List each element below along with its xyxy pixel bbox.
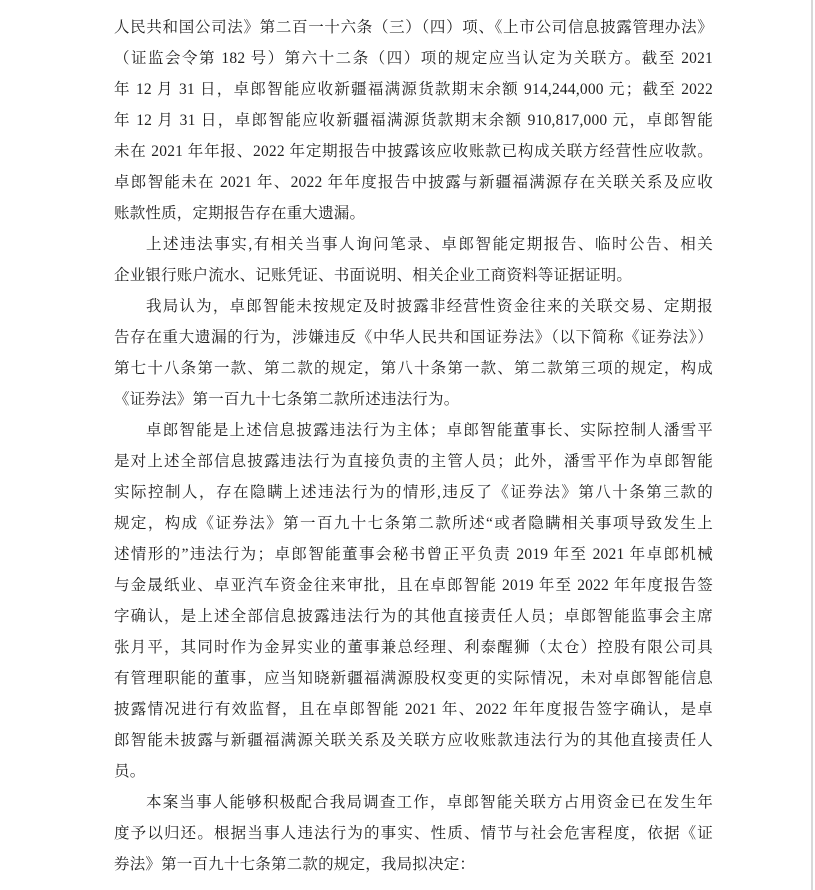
- text-line-11: 告存在重大遗漏的行为，涉嫌违反《中华人民共和国证券法》（以下简称《证券法》）: [114, 329, 713, 346]
- text-line-24: 郎智能未披露与新疆福满源关联关系及关联方应收账款违法行为的其他直接责任人: [114, 732, 713, 749]
- document-body: [114, 12, 713, 880]
- text-line-27: 度予以归还。根据当事人违法行为的事实、性质、情节与社会危害程度，依据《证: [114, 825, 713, 842]
- text-line-16: 实际控制人，存在隐瞒上述违法行为的情形,违反了《证券法》第八十条第三款的: [114, 484, 713, 501]
- text-line-23: 披露情况进行有效监督，且在卓郎智能 2021 年、2022 年年度报告签字确认，是卓: [114, 701, 713, 718]
- text-line-7: 账款性质，定期报告存在重大遗漏。: [114, 205, 366, 222]
- text-line-5: 未在 2021 年年报、2022 年定期报告中披露该应收账款已构成关联方经营性应收款。: [114, 143, 713, 160]
- text-line-28: 券法》第一百九十七条第二款的规定，我局拟决定：: [114, 856, 476, 873]
- text-line-20: 字确认，是上述全部信息披露违法行为的其他直接责任人员；卓郎智能监事会主席: [114, 608, 713, 625]
- text-line-22: 有管理职能的董事，应当知晓新疆福满源股权变更的实际情况，未对卓郎智能信息: [114, 670, 713, 687]
- text-line-13: 《证券法》第一百九十七条第二款所述违法行为。: [114, 391, 460, 408]
- text-line-9: 企业银行账户流水、记账凭证、书面说明、相关企业工商资料等证据证明。: [114, 267, 633, 284]
- text-line-8: 上述违法事实,有相关当事人询问笔录、卓郎智能定期报告、临时公告、相关: [146, 236, 713, 253]
- page-edge-divider: [811, 0, 813, 890]
- text-line-26: 本案当事人能够积极配合我局调查工作，卓郎智能关联方占用资金已在发生年: [146, 794, 713, 811]
- text-line-19: 与金晟纸业、卓亚汽车资金往来审批，且在卓郎智能 2019 年至 2022 年年度报告签: [114, 577, 713, 594]
- text-line-4: 年 12 月 31 日，卓郎智能应收新疆福满源货款期末余额 910,817,000 元，卓郎智能: [114, 112, 713, 129]
- text-line-14: 卓郎智能是上述信息披露违法行为主体；卓郎智能董事长、实际控制人潘雪平: [146, 422, 713, 439]
- text-line-1: 人民共和国公司法》第二百一十六条（三）（四）项、《上市公司信息披露管理办法》: [114, 19, 713, 36]
- text-line-12: 第七十八条第一款、第二款的规定，第八十条第一款、第二款第三项的规定，构成: [114, 360, 713, 377]
- text-line-21: 张月平，其同时作为金昇实业的董事兼总经理、利泰醒狮（太仓）控股有限公司具: [114, 639, 713, 656]
- text-line-10: 我局认为，卓郎智能未按规定及时披露非经营性资金往来的关联交易、定期报: [146, 298, 713, 315]
- text-line-25: 员。: [114, 763, 146, 780]
- text-line-15: 是对上述全部信息披露违法行为直接负责的主管人员；此外，潘雪平作为卓郎智能: [114, 453, 713, 470]
- text-line-17: 规定，构成《证券法》第一百九十七条第二款所述“或者隐瞒相关事项导致发生上: [114, 515, 713, 532]
- text-line-2: （证监会令第 182 号）第六十二条（四）项的规定应当认定为关联方。截至 2021: [114, 50, 713, 67]
- text-line-18: 述情形的”违法行为；卓郎智能董事会秘书曾正平负责 2019 年至 2021 年卓郎机械: [114, 546, 713, 563]
- text-line-3: 年 12 月 31 日，卓郎智能应收新疆福满源货款期末余额 914,244,000 元；截至 2022: [114, 81, 713, 98]
- text-line-6: 卓郎智能未在 2021 年、2022 年年度报告中披露与新疆福满源存在关联关系及应收: [114, 174, 713, 191]
